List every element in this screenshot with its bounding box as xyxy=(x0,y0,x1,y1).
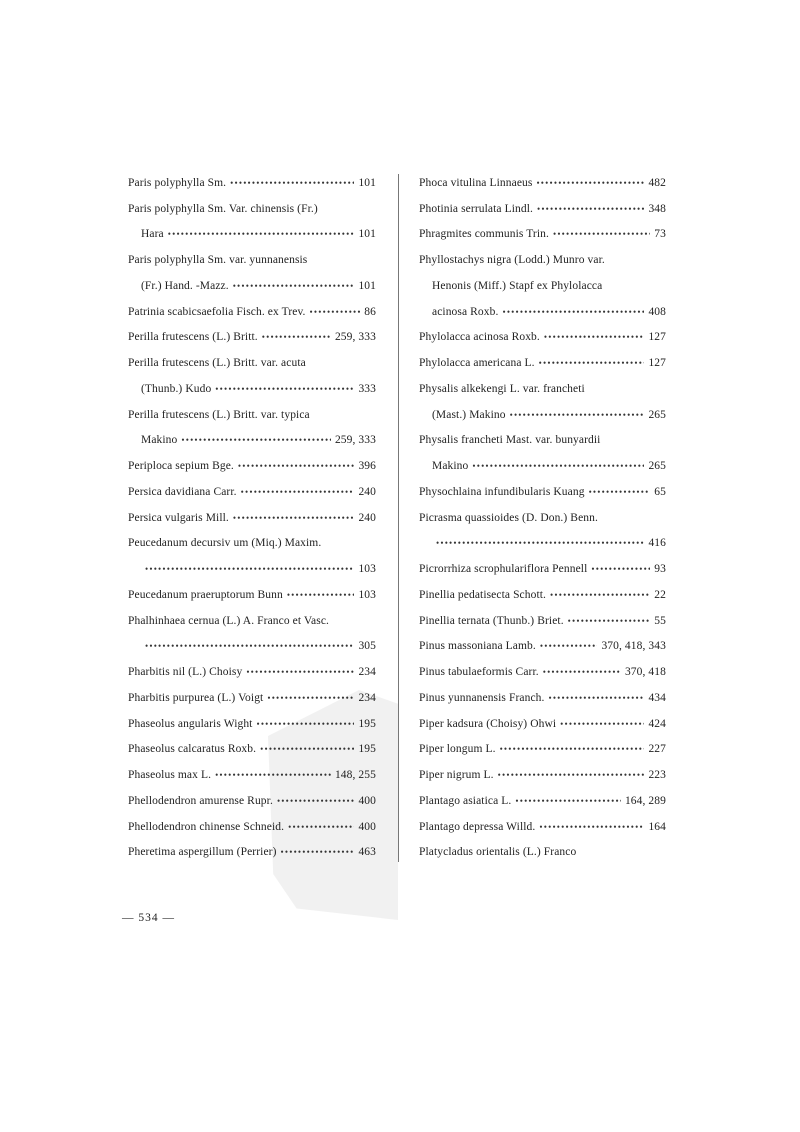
entry-pages: 265 xyxy=(648,408,666,421)
dot-leader xyxy=(550,590,650,600)
index-entry xyxy=(128,788,376,814)
entry-pages: 101 xyxy=(358,176,376,189)
entry-name: Henonis (Miff.) Stapf ex Phylolacca xyxy=(432,279,603,292)
dot-leader xyxy=(544,332,645,342)
entry-pages: 434 xyxy=(648,691,666,704)
dot-leader xyxy=(215,770,331,780)
entry-pages: 259, 333 xyxy=(334,434,376,447)
entry-name: Phellodendron chinense Schneid. xyxy=(128,820,285,833)
entry-name: Makino xyxy=(141,434,178,447)
entry-name: Hara xyxy=(141,228,164,241)
entry-pages: 164 xyxy=(648,820,666,833)
entry-pages: 73 xyxy=(654,228,666,241)
entry-name: Perilla frutescens (L.) Britt. var. typica xyxy=(128,408,310,421)
entry-name: Physalis francheti Mast. var. bunyardii xyxy=(419,434,601,447)
index-entry xyxy=(128,556,376,582)
index-entry xyxy=(419,273,666,299)
index-entry xyxy=(419,737,666,763)
entry-name: Piper longum L. xyxy=(419,743,496,756)
index-entry xyxy=(128,453,376,479)
entry-name: Pinellia pedatisecta Schott. xyxy=(419,588,547,601)
dot-leader xyxy=(241,487,355,497)
index-entry xyxy=(419,453,666,479)
entry-pages: 400 xyxy=(358,794,376,807)
entry-name: Photinia serrulata Lindl. xyxy=(419,202,533,215)
entry-pages: 195 xyxy=(358,743,376,756)
index-entry xyxy=(128,531,376,557)
entry-pages: 305 xyxy=(358,640,376,653)
dot-leader xyxy=(246,667,354,677)
entry-pages: 127 xyxy=(648,331,666,344)
dot-leader xyxy=(589,487,651,497)
index-entry xyxy=(419,711,666,737)
entry-name: Platycladus orientalis (L.) Franco xyxy=(419,846,577,859)
entry-pages: 370, 418 xyxy=(624,666,666,679)
index-entry xyxy=(128,402,376,428)
dot-leader xyxy=(215,384,354,394)
dot-leader xyxy=(233,281,355,291)
index-entry xyxy=(128,222,376,248)
entry-name: Phaseolus max L. xyxy=(128,769,212,782)
index-entry xyxy=(128,479,376,505)
entry-name: Pharbitis purpurea (L.) Voigt xyxy=(128,691,264,704)
index-entry xyxy=(419,814,666,840)
entry-name: Piper kadsura (Choisy) Ohwi xyxy=(419,717,557,730)
dot-leader xyxy=(515,796,621,806)
index-entry xyxy=(128,247,376,273)
entry-pages: 240 xyxy=(358,511,376,524)
index-entry xyxy=(419,428,666,454)
dot-leader xyxy=(168,229,355,239)
entry-pages: 195 xyxy=(358,717,376,730)
entry-pages: 148, 255 xyxy=(334,769,376,782)
dot-leader xyxy=(560,719,644,729)
index-entry xyxy=(128,196,376,222)
entry-pages: 416 xyxy=(648,537,666,550)
index-entry xyxy=(128,299,376,325)
entry-name: (Fr.) Hand. -Mazz. xyxy=(141,279,229,292)
dot-leader xyxy=(543,667,621,677)
entry-name: Makino xyxy=(432,460,469,473)
index-entry xyxy=(419,659,666,685)
entry-name: Pinus yunnanensis Franch. xyxy=(419,691,545,704)
entry-name: Paris polyphylla Sm. xyxy=(128,176,227,189)
dot-leader xyxy=(591,564,650,574)
entry-name: Plantago depressa Willd. xyxy=(419,820,536,833)
entry-name: Pheretima aspergillum (Perrier) xyxy=(128,846,277,859)
index-entry xyxy=(128,711,376,737)
index-entry xyxy=(419,325,666,351)
dot-leader xyxy=(548,693,644,703)
dot-leader xyxy=(537,204,644,214)
index-entry xyxy=(128,608,376,634)
entry-name: Phragmites communis Trin. xyxy=(419,228,549,241)
entry-pages: 259, 333 xyxy=(334,331,376,344)
dot-leader xyxy=(553,229,650,239)
entry-name: Phoca vitulina Linnaeus xyxy=(419,176,533,189)
entry-pages: 424 xyxy=(648,717,666,730)
index-entry xyxy=(419,531,666,557)
index-entry xyxy=(419,582,666,608)
entry-pages: 103 xyxy=(358,563,376,576)
index-entry xyxy=(419,376,666,402)
entry-name: Paris polyphylla Sm. var. yunnanensis xyxy=(128,254,308,267)
dot-leader xyxy=(502,307,644,317)
index-entry xyxy=(128,659,376,685)
dot-leader xyxy=(181,435,331,445)
entry-name: Peucedanum praeruptorum Bunn xyxy=(128,588,283,601)
index-entry xyxy=(128,737,376,763)
dot-leader xyxy=(568,616,651,626)
dot-leader xyxy=(267,693,354,703)
entry-name: Physalis alkekengi L. var. francheti xyxy=(419,382,585,395)
entry-pages: 86 xyxy=(364,305,376,318)
dot-leader xyxy=(500,744,645,754)
entry-name: Phalhinhaea cernua (L.) A. Franco et Vasc. xyxy=(128,614,330,627)
entry-name: Perilla frutescens (L.) Britt. xyxy=(128,331,258,344)
dot-leader xyxy=(281,847,355,857)
entry-name: Physochlaina infundibularis Kuang xyxy=(419,485,585,498)
index-entry xyxy=(419,350,666,376)
entry-name: Picrorrhiza scrophulariflora Pennell xyxy=(419,563,588,576)
entry-pages: 101 xyxy=(358,279,376,292)
index-entry xyxy=(419,170,666,196)
index-entry xyxy=(419,196,666,222)
index-entry xyxy=(128,428,376,454)
dot-leader xyxy=(145,641,354,651)
entry-pages: 101 xyxy=(358,228,376,241)
index-entry xyxy=(128,376,376,402)
entry-pages: 482 xyxy=(648,176,666,189)
entry-pages: 396 xyxy=(358,460,376,473)
entry-pages: 408 xyxy=(648,305,666,318)
dot-leader xyxy=(540,641,598,651)
entry-name: Phellodendron amurense Rupr. xyxy=(128,794,273,807)
dot-leader xyxy=(472,461,644,471)
index-entry xyxy=(419,299,666,325)
entry-pages: 164, 289 xyxy=(624,794,666,807)
dot-leader xyxy=(287,590,355,600)
entry-pages: 103 xyxy=(358,588,376,601)
index-entry xyxy=(419,505,666,531)
entry-name: Pinellia ternata (Thunb.) Briet. xyxy=(419,614,564,627)
dot-leader xyxy=(260,744,354,754)
dot-leader xyxy=(436,538,644,548)
index-entry xyxy=(128,170,376,196)
index-entry xyxy=(419,634,666,660)
entry-pages: 227 xyxy=(648,743,666,756)
entry-name: (Thunb.) Kudo xyxy=(141,382,212,395)
index-entry xyxy=(419,247,666,273)
entry-name: Paris polyphylla Sm. Var. chinensis (Fr.) xyxy=(128,202,318,215)
entry-name: Perilla frutescens (L.) Britt. var. acuta xyxy=(128,357,306,370)
index-entry xyxy=(128,814,376,840)
entry-pages: 223 xyxy=(648,769,666,782)
entry-name: Picrasma quassioides (D. Don.) Benn. xyxy=(419,511,598,524)
entry-name: Phylolacca americana L. xyxy=(419,357,535,370)
entry-pages: 348 xyxy=(648,202,666,215)
index-entry xyxy=(128,685,376,711)
entry-name: Periploca sepium Bge. xyxy=(128,460,234,473)
dot-leader xyxy=(539,822,644,832)
index-entry xyxy=(128,582,376,608)
dot-leader xyxy=(539,358,645,368)
entry-pages: 333 xyxy=(358,382,376,395)
index-entry xyxy=(128,505,376,531)
entry-name: Pinus tabulaeformis Carr. xyxy=(419,666,539,679)
entry-pages: 234 xyxy=(358,666,376,679)
entry-pages: 400 xyxy=(358,820,376,833)
column-divider xyxy=(398,174,399,862)
index-entry xyxy=(419,685,666,711)
index-entry xyxy=(128,350,376,376)
entry-name: Phylolacca acinosa Roxb. xyxy=(419,331,540,344)
index-column-left xyxy=(128,170,376,865)
entry-pages: 234 xyxy=(358,691,376,704)
entry-name: Patrinia scabicsaefolia Fisch. ex Trev. xyxy=(128,305,306,318)
entry-pages: 22 xyxy=(654,588,666,601)
entry-name: Persica davidiana Carr. xyxy=(128,485,237,498)
index-entry xyxy=(128,273,376,299)
entry-pages: 240 xyxy=(358,485,376,498)
entry-name: (Mast.) Makino xyxy=(432,408,506,421)
dot-leader xyxy=(288,822,354,832)
entry-pages: 265 xyxy=(648,460,666,473)
index-entry xyxy=(419,556,666,582)
index-entry xyxy=(419,402,666,428)
entry-name: Phaseolus calcaratus Roxb. xyxy=(128,743,257,756)
page-number: — 534 — xyxy=(122,912,175,924)
index-entry xyxy=(128,840,376,866)
dot-leader xyxy=(233,513,355,523)
entry-name: acinosa Roxb. xyxy=(432,305,499,318)
index-entry xyxy=(128,325,376,351)
entry-pages: 55 xyxy=(654,614,666,627)
dot-leader xyxy=(145,564,354,574)
entry-name: Plantago asiatica L. xyxy=(419,794,512,807)
index-entry xyxy=(419,222,666,248)
index-entry xyxy=(419,840,666,866)
entry-name: Peucedanum decursiv um (Miq.) Maxim. xyxy=(128,537,322,550)
entry-pages: 93 xyxy=(654,563,666,576)
entry-name: Phaseolus angularis Wight xyxy=(128,717,253,730)
dot-leader xyxy=(277,796,355,806)
index-entry xyxy=(419,762,666,788)
index-entry xyxy=(419,788,666,814)
dot-leader xyxy=(262,332,331,342)
entry-name: Persica vulgaris Mill. xyxy=(128,511,229,524)
dot-leader xyxy=(536,178,644,188)
index-column-right xyxy=(419,170,666,865)
index-entry xyxy=(128,634,376,660)
index-entry xyxy=(419,608,666,634)
dot-leader xyxy=(510,410,645,420)
entry-pages: 370, 418, 343 xyxy=(601,640,666,653)
entry-pages: 463 xyxy=(358,846,376,859)
entry-name: Pinus massoniana Lamb. xyxy=(419,640,536,653)
dot-leader xyxy=(310,307,361,317)
dot-leader xyxy=(256,719,354,729)
index-entry xyxy=(128,762,376,788)
entry-name: Piper nigrum L. xyxy=(419,769,494,782)
dot-leader xyxy=(230,178,354,188)
dot-leader xyxy=(238,461,355,471)
entry-name: Pharbitis nil (L.) Choisy xyxy=(128,666,243,679)
entry-pages: 65 xyxy=(654,485,666,498)
entry-pages: 127 xyxy=(648,357,666,370)
index-entry xyxy=(419,479,666,505)
entry-name: Phyllostachys nigra (Lodd.) Munro var. xyxy=(419,254,605,267)
dot-leader xyxy=(498,770,645,780)
